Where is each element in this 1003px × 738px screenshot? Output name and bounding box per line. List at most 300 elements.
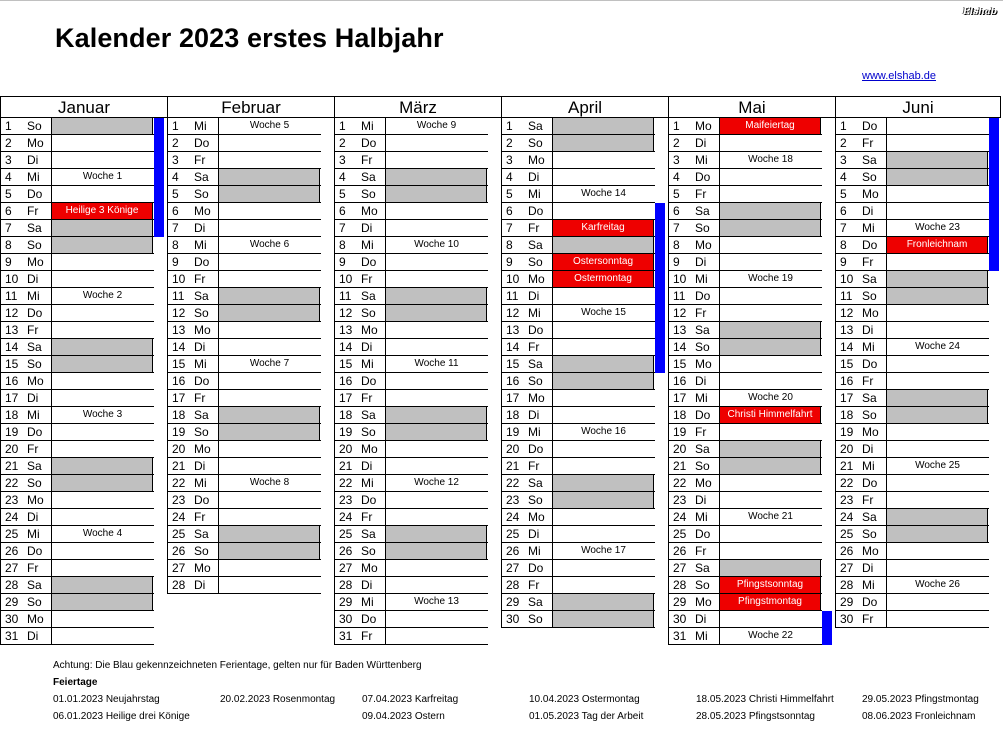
day-number: 6 [840, 204, 847, 218]
weekday-name: Fr [528, 459, 540, 473]
day-row [167, 203, 321, 220]
day-number: 15 [5, 357, 19, 371]
day-row [835, 135, 989, 152]
day-row [668, 611, 822, 628]
weekday-name: So [194, 544, 209, 558]
day-row [0, 288, 154, 305]
day-row [668, 135, 822, 152]
day-cell [552, 390, 654, 406]
day-number: 18 [840, 408, 854, 422]
weekday-name: Do [194, 374, 210, 388]
day-number: 31 [5, 629, 19, 643]
weekday-name: Sa [27, 459, 42, 473]
day-number: 30 [339, 612, 353, 626]
weekday-name: Fr [862, 374, 874, 388]
day-cell [218, 577, 320, 593]
day-number: 23 [506, 493, 520, 507]
day-cell [385, 407, 487, 423]
day-row [334, 509, 488, 526]
day-row [167, 322, 321, 339]
day-row [0, 339, 154, 356]
day-number: 22 [673, 476, 687, 490]
week-number-cell: Woche 17 [552, 543, 654, 559]
day-number: 3 [172, 153, 179, 167]
holiday-cell: Christi Himmelfahrt [719, 407, 821, 423]
day-number: 16 [506, 374, 520, 388]
day-number: 17 [339, 391, 353, 405]
weekday-name: Mi [862, 221, 875, 235]
weekday-name: Do [528, 323, 544, 337]
weekday-name: Mo [528, 510, 545, 524]
week-number-cell: Woche 4 [51, 526, 153, 542]
day-cell [886, 118, 988, 134]
day-number: 5 [840, 187, 847, 201]
day-number: 22 [172, 476, 186, 490]
day-row [668, 577, 822, 594]
weekday-name: Fr [695, 544, 707, 558]
day-row [835, 322, 989, 339]
week-number-cell: Woche 22 [719, 628, 821, 644]
day-cell [51, 390, 153, 406]
day-number: 12 [506, 306, 520, 320]
day-number: 10 [5, 272, 19, 286]
day-number: 4 [673, 170, 680, 184]
day-row [167, 390, 321, 407]
day-number: 6 [673, 204, 680, 218]
week-number-cell: Woche 1 [51, 169, 153, 185]
day-row [167, 339, 321, 356]
day-row [835, 237, 989, 254]
day-number: 17 [5, 391, 19, 405]
weekday-name: Sa [862, 153, 877, 167]
day-number: 14 [172, 340, 186, 354]
day-number: 26 [506, 544, 520, 558]
day-number: 24 [673, 510, 687, 524]
weekday-name: So [862, 289, 877, 303]
day-row [334, 169, 488, 186]
day-number: 16 [840, 374, 854, 388]
day-row [0, 441, 154, 458]
week-number-cell: Woche 25 [886, 458, 988, 474]
weekday-name: Do [695, 170, 711, 184]
day-number: 3 [5, 153, 12, 167]
weekday-name: Do [194, 255, 210, 269]
day-number: 20 [840, 442, 854, 456]
weekday-name: Sa [361, 289, 376, 303]
weekday-name: Mi [361, 595, 374, 609]
day-row [835, 441, 989, 458]
holiday-entry: 10.04.2023 Ostermontag [529, 694, 640, 705]
day-cell [719, 560, 821, 576]
weekday-name: Sa [361, 527, 376, 541]
weekday-name: Do [695, 408, 711, 422]
day-cell [886, 594, 988, 610]
day-row [334, 560, 488, 577]
day-cell [385, 458, 487, 474]
weekday-name: So [862, 408, 877, 422]
day-cell [218, 339, 320, 355]
day-number: 15 [172, 357, 186, 371]
day-row [167, 458, 321, 475]
holiday-entry: 28.05.2023 Pfingstsonntag [696, 711, 815, 722]
weekday-name: Mo [528, 153, 545, 167]
day-row [835, 458, 989, 475]
day-cell [51, 628, 153, 644]
weekday-name: Fr [695, 306, 707, 320]
weekday-name: Mi [695, 272, 708, 286]
day-number: 22 [339, 476, 353, 490]
day-number: 1 [5, 119, 12, 133]
day-number: 26 [840, 544, 854, 558]
weekday-name: Mo [361, 204, 378, 218]
weekday-name: Di [528, 527, 540, 541]
day-number: 26 [339, 544, 353, 558]
day-row [501, 492, 655, 509]
day-number: 13 [506, 323, 520, 337]
day-row [167, 407, 321, 424]
day-row [334, 475, 488, 492]
day-row [501, 373, 655, 390]
day-cell [218, 424, 320, 440]
day-cell [886, 169, 988, 185]
day-cell [385, 169, 487, 185]
day-cell [719, 186, 821, 202]
month-header: Juni [835, 96, 1001, 118]
day-row [668, 220, 822, 237]
day-number: 19 [172, 425, 186, 439]
weekday-name: So [27, 476, 42, 490]
day-row [0, 628, 154, 645]
day-number: 2 [840, 136, 847, 150]
holiday-entry: 18.05.2023 Christi Himmelfahrt [696, 694, 834, 705]
day-cell [886, 305, 988, 321]
day-number: 25 [506, 527, 520, 541]
weekday-name: Mi [528, 544, 541, 558]
day-cell [719, 203, 821, 219]
day-cell [51, 543, 153, 559]
day-row [334, 594, 488, 611]
day-number: 13 [5, 323, 19, 337]
day-cell [385, 339, 487, 355]
weekday-name: Mi [361, 119, 374, 133]
day-cell [218, 441, 320, 457]
day-number: 20 [506, 442, 520, 456]
weekday-name: Fr [194, 391, 206, 405]
weekday-name: Mo [194, 323, 211, 337]
day-number: 5 [5, 187, 12, 201]
day-cell [51, 135, 153, 151]
day-cell [218, 560, 320, 576]
weekday-name: Do [27, 306, 43, 320]
weekday-name: Di [194, 459, 206, 473]
day-row [501, 186, 655, 203]
holiday-cell: Maifeiertag [719, 118, 821, 134]
day-row [334, 373, 488, 390]
weekday-name: Do [695, 289, 711, 303]
day-cell [719, 220, 821, 236]
day-cell [218, 492, 320, 508]
day-row [334, 339, 488, 356]
day-row [835, 543, 989, 560]
day-cell [552, 492, 654, 508]
day-number: 3 [673, 153, 680, 167]
day-row [167, 118, 321, 135]
day-row [167, 560, 321, 577]
day-number: 9 [506, 255, 513, 269]
day-number: 17 [506, 391, 520, 405]
day-cell [218, 407, 320, 423]
day-cell [552, 373, 654, 389]
day-row [167, 288, 321, 305]
weekday-name: Do [194, 136, 210, 150]
week-number-cell: Woche 20 [719, 390, 821, 406]
day-cell [51, 305, 153, 321]
day-row [0, 152, 154, 169]
day-cell [385, 577, 487, 593]
day-number: 20 [673, 442, 687, 456]
weekday-name: Mo [695, 357, 712, 371]
weekday-name: Mi [361, 476, 374, 490]
day-number: 8 [506, 238, 513, 252]
day-number: 15 [673, 357, 687, 371]
holiday-entry: 07.04.2023 Karfreitag [362, 694, 459, 705]
weekday-name: Mi [194, 238, 207, 252]
day-row [0, 356, 154, 373]
weekday-name: Mo [528, 272, 545, 286]
day-row [668, 424, 822, 441]
day-number: 8 [172, 238, 179, 252]
weekday-name: Mo [361, 442, 378, 456]
day-row [334, 424, 488, 441]
day-cell [552, 458, 654, 474]
weekday-name: Mi [695, 629, 708, 643]
day-number: 27 [5, 561, 19, 575]
day-row [167, 135, 321, 152]
day-row [501, 577, 655, 594]
day-number: 7 [506, 221, 513, 235]
day-cell [51, 611, 153, 627]
day-number: 21 [172, 459, 186, 473]
month-header: März [334, 96, 501, 118]
day-cell [385, 560, 487, 576]
day-row [0, 220, 154, 237]
day-row [668, 628, 822, 645]
holiday-cell: Pfingstmontag [719, 594, 821, 610]
day-row [0, 458, 154, 475]
day-number: 27 [172, 561, 186, 575]
day-number: 31 [339, 629, 353, 643]
day-row [0, 407, 154, 424]
day-cell [51, 254, 153, 270]
day-number: 1 [673, 119, 680, 133]
day-cell [385, 628, 487, 644]
day-number: 11 [339, 289, 352, 303]
day-row [334, 254, 488, 271]
weekday-name: Mo [361, 323, 378, 337]
day-number: 8 [840, 238, 847, 252]
weekday-name: Do [528, 561, 544, 575]
weekday-name: Di [194, 578, 206, 592]
week-number-cell: Woche 10 [385, 237, 487, 253]
day-number: 17 [673, 391, 687, 405]
week-number-cell: Woche 11 [385, 356, 487, 372]
top-border [0, 0, 1003, 1]
day-row [167, 220, 321, 237]
weekday-name: Mi [27, 170, 40, 184]
day-row [668, 390, 822, 407]
day-cell [218, 458, 320, 474]
day-number: 7 [339, 221, 346, 235]
month-header: Februar [167, 96, 334, 118]
weekday-name: Do [361, 255, 377, 269]
day-number: 2 [172, 136, 179, 150]
day-row [835, 254, 989, 271]
day-cell [385, 152, 487, 168]
day-number: 11 [5, 289, 18, 303]
day-number: 23 [840, 493, 854, 507]
day-row [334, 203, 488, 220]
weekday-name: So [361, 306, 376, 320]
weekday-name: So [27, 357, 42, 371]
weekday-name: Mi [361, 238, 374, 252]
day-cell [719, 526, 821, 542]
day-row [0, 169, 154, 186]
week-number-cell: Woche 24 [886, 339, 988, 355]
weekday-name: Di [862, 323, 874, 337]
weekday-name: So [695, 340, 710, 354]
weekday-name: So [361, 544, 376, 558]
weekday-name: So [695, 221, 710, 235]
day-cell [385, 390, 487, 406]
website-link[interactable]: www.elshab.de [862, 70, 936, 82]
weekday-name: Do [361, 374, 377, 388]
day-cell [552, 509, 654, 525]
day-number: 6 [339, 204, 346, 218]
week-number-cell: Woche 15 [552, 305, 654, 321]
weekday-name: Di [361, 578, 373, 592]
day-number: 3 [506, 153, 513, 167]
day-cell [51, 424, 153, 440]
weekday-name: So [27, 595, 42, 609]
day-number: 14 [840, 340, 854, 354]
month-header: April [501, 96, 668, 118]
day-number: 30 [840, 612, 854, 626]
day-row [501, 271, 655, 288]
day-cell [552, 560, 654, 576]
day-row [0, 203, 154, 220]
holiday-entry: 01.01.2023 Neujahrstag [53, 694, 160, 705]
day-row [835, 203, 989, 220]
day-row [334, 492, 488, 509]
day-cell [719, 237, 821, 253]
weekday-name: Di [695, 612, 707, 626]
day-cell [385, 526, 487, 542]
day-cell [719, 373, 821, 389]
day-cell [218, 305, 320, 321]
week-number-cell: Woche 16 [552, 424, 654, 440]
day-cell [719, 458, 821, 474]
day-cell [886, 152, 988, 168]
weekday-name: Mo [194, 204, 211, 218]
day-row [835, 611, 989, 628]
week-number-cell: Woche 13 [385, 594, 487, 610]
weekday-name: Sa [695, 442, 710, 456]
day-row [334, 390, 488, 407]
weekday-name: Do [528, 204, 544, 218]
weekday-name: Sa [27, 340, 42, 354]
weekday-name: Di [361, 340, 373, 354]
day-number: 20 [5, 442, 19, 456]
weekday-name: Sa [194, 408, 209, 422]
day-cell [218, 152, 320, 168]
day-cell [886, 611, 988, 627]
week-number-cell: Woche 14 [552, 186, 654, 202]
day-number: 25 [5, 527, 19, 541]
day-row [501, 611, 655, 628]
day-cell [385, 441, 487, 457]
vacation-bar [989, 118, 999, 271]
weekday-name: Do [862, 595, 878, 609]
day-cell [385, 492, 487, 508]
day-cell [385, 203, 487, 219]
weekday-name: Mo [862, 544, 879, 558]
weekday-name: Sa [194, 527, 209, 541]
day-cell [51, 560, 153, 576]
day-number: 4 [5, 170, 12, 184]
day-cell [886, 475, 988, 491]
weekday-name: Fr [862, 255, 874, 269]
day-cell [886, 271, 988, 287]
weekday-name: Sa [695, 561, 710, 575]
weekday-name: Mi [194, 476, 207, 490]
day-number: 12 [673, 306, 687, 320]
vacation-bar [655, 203, 665, 373]
day-row [334, 322, 488, 339]
weekday-name: Mo [27, 136, 44, 150]
day-number: 14 [673, 340, 687, 354]
day-row [835, 492, 989, 509]
weekday-name: Di [361, 459, 373, 473]
day-cell [385, 611, 487, 627]
day-row [835, 594, 989, 611]
weekday-name: Do [862, 119, 878, 133]
weekday-name: Di [695, 255, 707, 269]
weekday-name: Fr [194, 153, 206, 167]
day-row [501, 237, 655, 254]
day-row [501, 594, 655, 611]
weekday-name: Mo [695, 595, 712, 609]
weekday-name: So [194, 425, 209, 439]
day-row [835, 152, 989, 169]
weekday-name: Sa [862, 391, 877, 405]
day-cell [218, 373, 320, 389]
weekday-name: Do [361, 136, 377, 150]
weekday-name: Sa [528, 476, 543, 490]
day-row [334, 407, 488, 424]
day-number: 31 [673, 629, 687, 643]
day-row [334, 628, 488, 645]
day-row [668, 271, 822, 288]
day-number: 22 [506, 476, 520, 490]
day-number: 18 [339, 408, 353, 422]
day-cell [552, 152, 654, 168]
day-cell [719, 305, 821, 321]
day-cell [51, 492, 153, 508]
day-row [668, 169, 822, 186]
day-row [334, 458, 488, 475]
vacation-bar [822, 611, 832, 645]
day-cell [886, 288, 988, 304]
